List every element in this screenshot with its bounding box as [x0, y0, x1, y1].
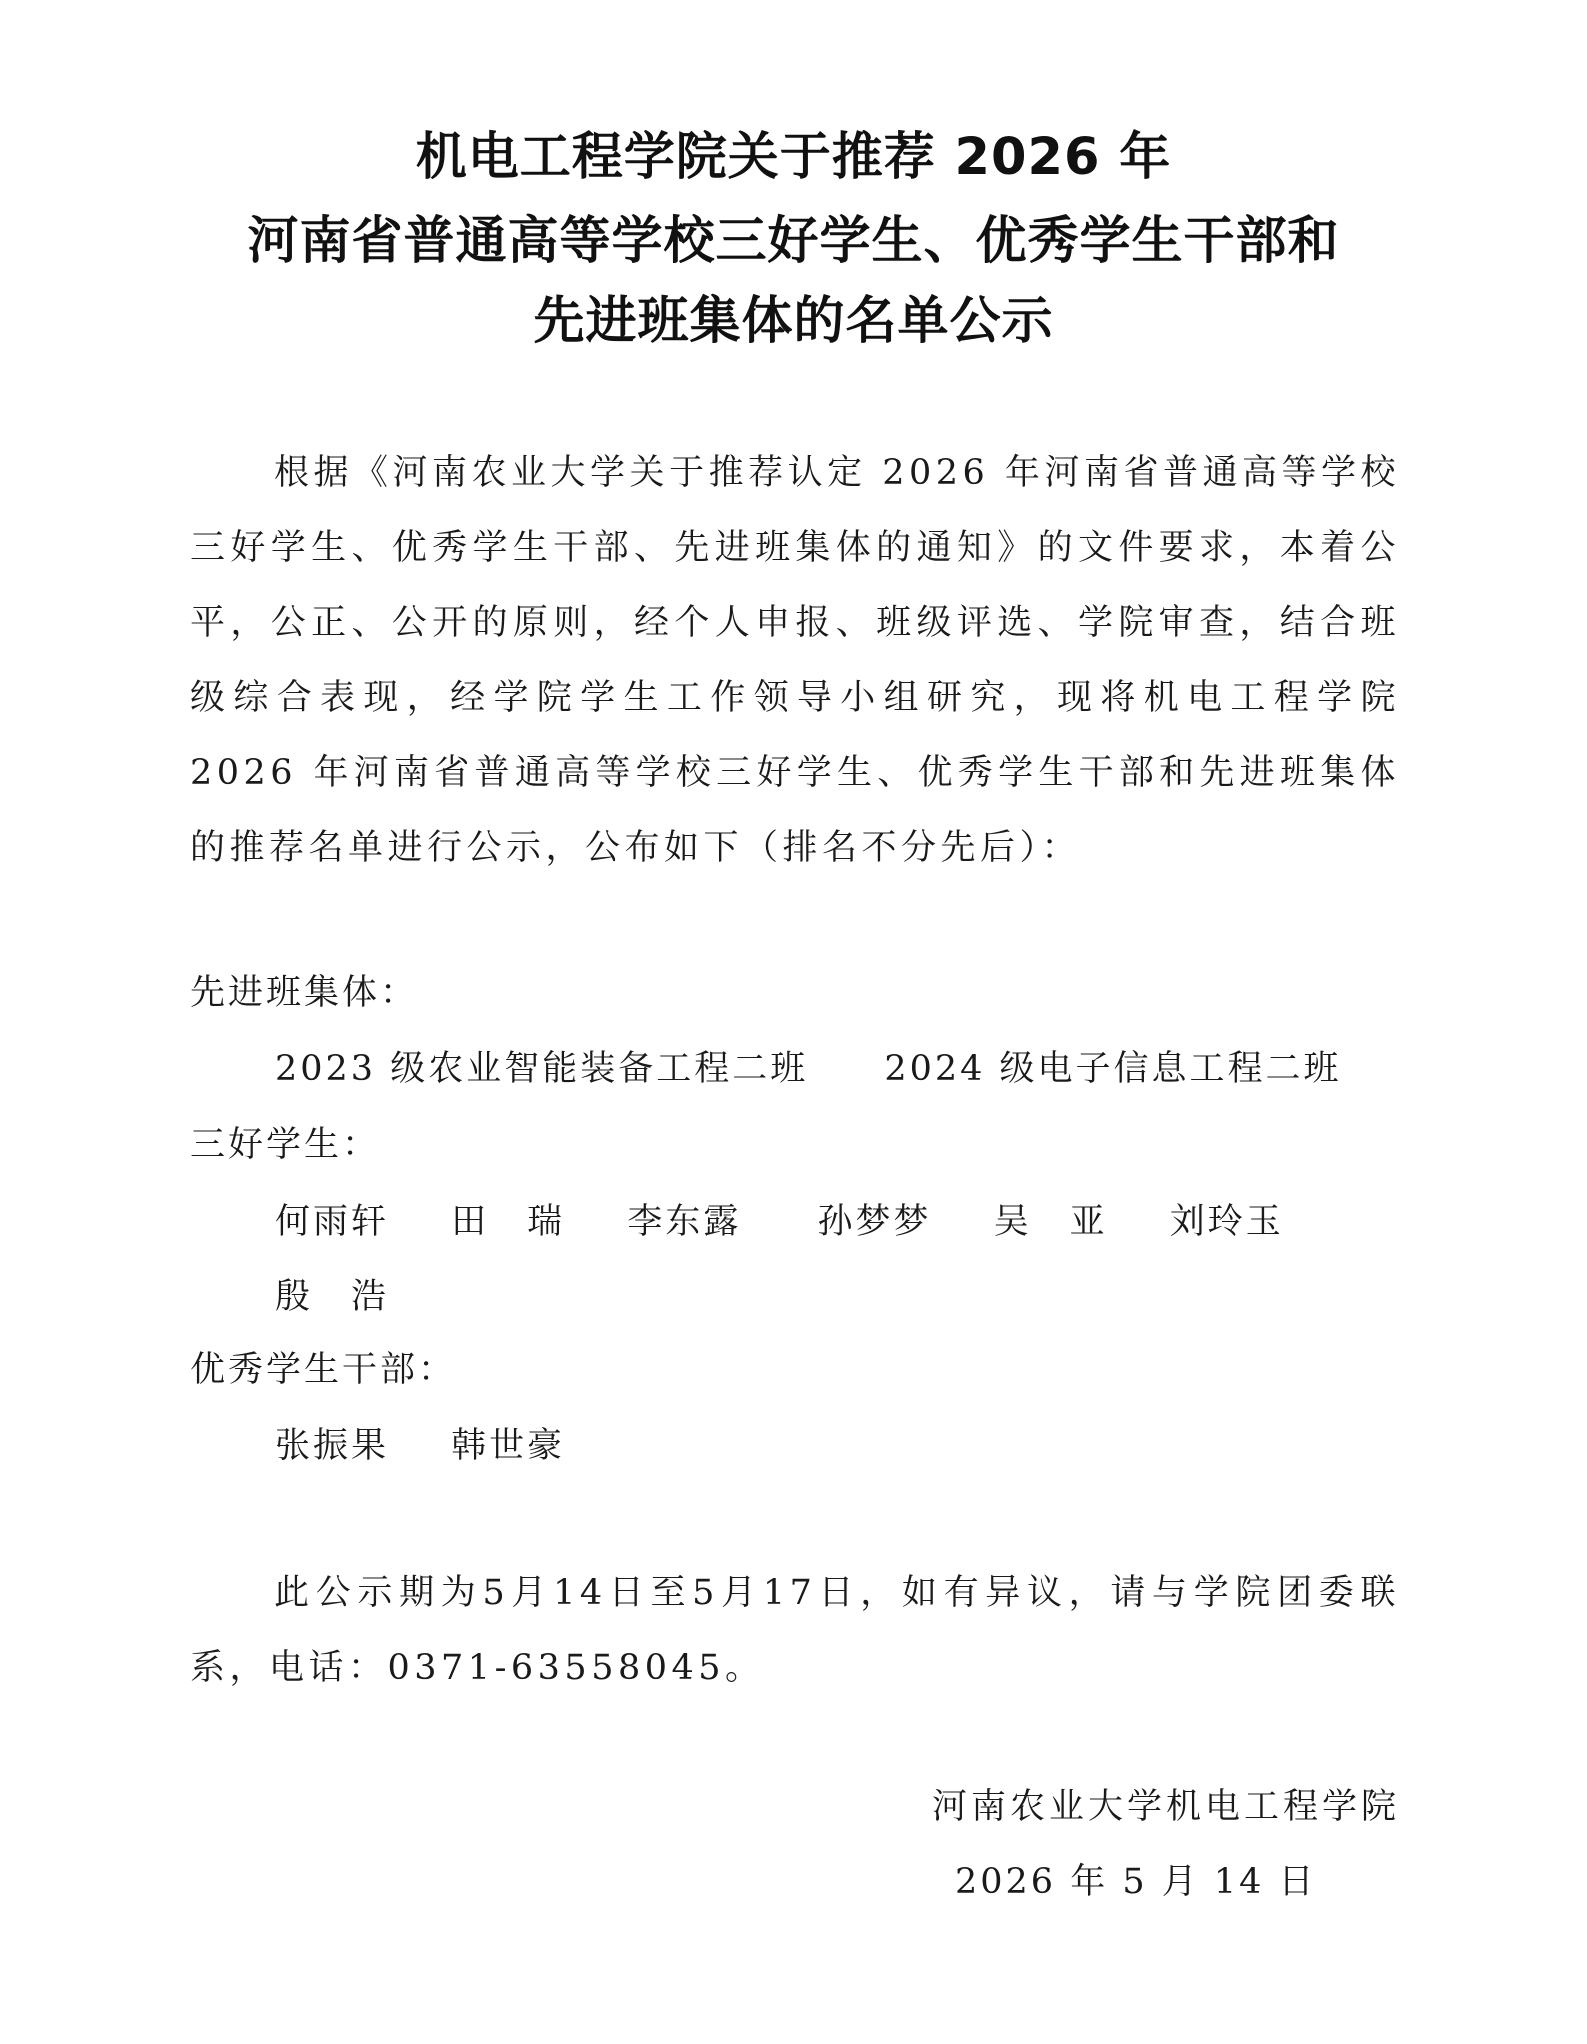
advanced-class-item: 2023 级农业智能装备工程二班 — [275, 1049, 809, 1089]
student-name: 孙梦梦 — [817, 1202, 932, 1242]
title-line-3: 先进班集体的名单公示 — [533, 292, 1054, 351]
title-line-1: 机电工程学院关于推荐 2026 年 — [415, 128, 1172, 187]
signature-organization: 河南农业大学机电工程学院 — [931, 1787, 1400, 1827]
intro-paragraph: 根据《河南农业大学关于推荐认定 2026 年河南省普通高等学校三好学生、优秀学生干部、先进班集体的通知》的文件要求，本着公平，公正、公开的原则，经个人申报、班级评选、学院审查，结合班级综合表现，经学院学生工作领导小组研究，现将机电工程学院 2026 年河南省普通高等学校三好学生、优秀学生干部和先进班集体的推荐名单进行公示，公布如下（排名不分先后）： — [190, 453, 1400, 868]
student-name: 李东露 — [627, 1202, 742, 1242]
cadre-name: 韩世豪 — [451, 1426, 566, 1466]
advanced-class-label: 先进班集体： — [190, 973, 419, 1013]
notice-paragraph: 此公示期为5月14日至5月17日，如有异议，请与学院团委联系，电话：0371-63558045。 — [190, 1573, 1400, 1688]
student-name: 吴 亚 — [993, 1202, 1108, 1242]
outstanding-cadres-label: 优秀学生干部： — [190, 1350, 457, 1390]
student-name: 刘玲玉 — [1169, 1202, 1284, 1242]
cadre-name: 张振果 — [275, 1426, 390, 1466]
advanced-class-item: 2024 级电子信息工程二班 — [884, 1049, 1342, 1089]
signature-date: 2026 年 5 月 14 日 — [955, 1862, 1317, 1902]
advanced-class-list — [275, 1044, 1342, 1094]
student-name: 殷 浩 — [275, 1277, 390, 1317]
title-line-2: 河南省普通高等学校三好学生、优秀学生干部和 — [247, 212, 1340, 271]
student-name: 田 瑞 — [451, 1202, 566, 1242]
three-good-students-row-1 — [275, 1197, 1284, 1247]
outstanding-cadres-row — [275, 1421, 565, 1471]
three-good-students-row-2 — [275, 1272, 389, 1322]
three-good-students-label: 三好学生： — [190, 1125, 381, 1165]
student-name: 何雨轩 — [275, 1202, 390, 1242]
